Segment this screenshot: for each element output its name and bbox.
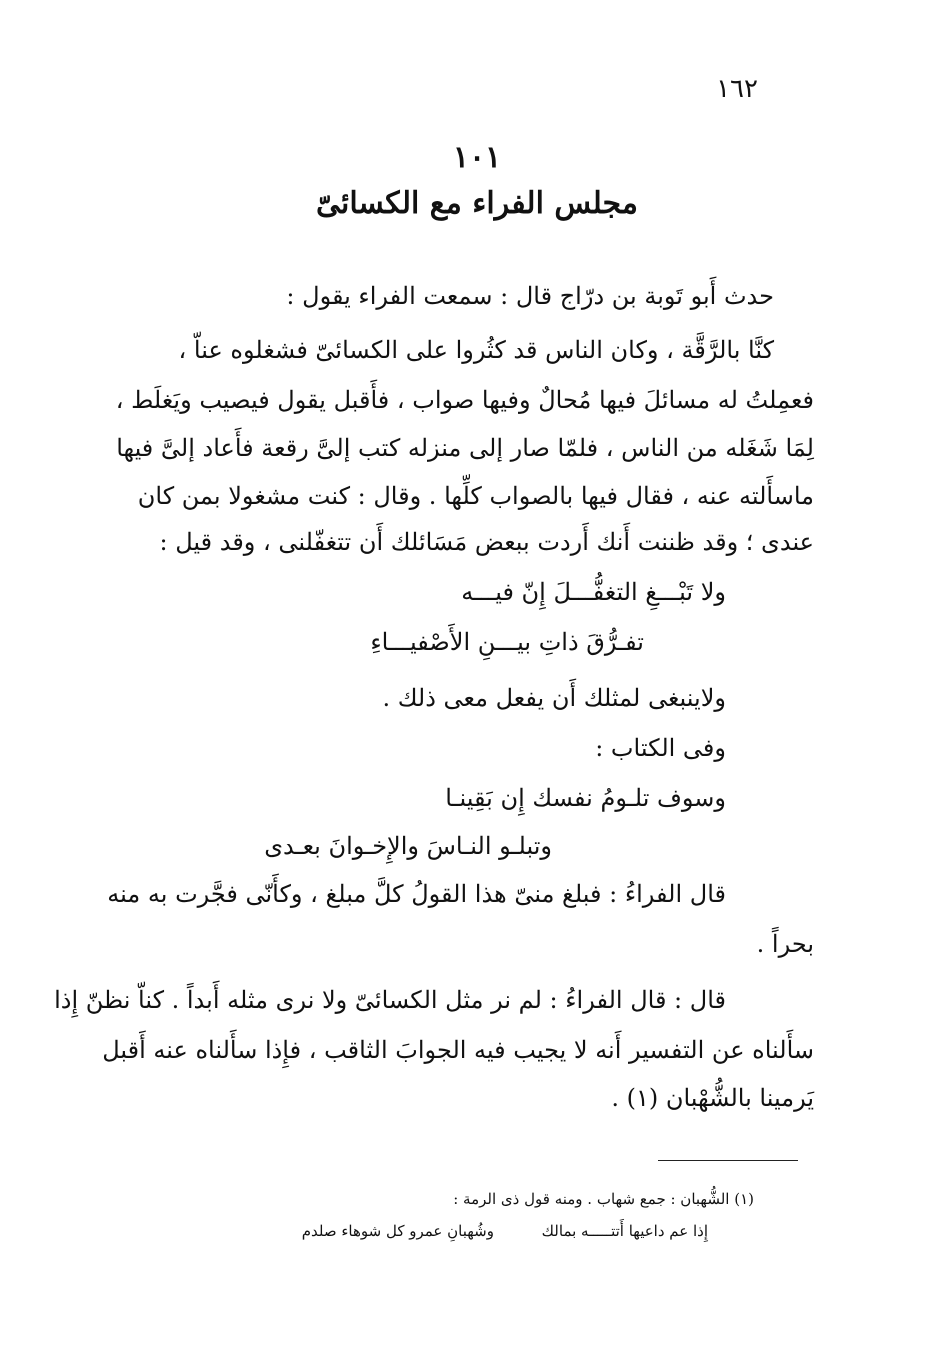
verse-2-line-1: وسوف تلـومُ نفسك إِن بَقِينـا [445, 784, 726, 812]
text-line: فعمِلتُ له مسائلَ فيها مُحالٌ وفيها صواب ، فأَقبل يقول فيصيب ويَغلَط ، [115, 386, 814, 414]
section-number: ١٠١ [452, 140, 502, 175]
verse-1-line-2: تفـرُّقَ ذاتِ بيـــنِ الأَصْفيـــاءِ [370, 628, 644, 656]
text-line: قال الفراءُ : فبلغ منىّ هذا القولُ كلَّ مبلغ ، وكأَنّى فجَّرت به منه [107, 880, 726, 908]
footnote-divider [658, 1160, 798, 1161]
text-line: حدث أَبو تَوبة بن درّاج قال : سمعت الفراء يقول : [286, 282, 774, 310]
verse-2-line-2: وتبلـو النـاسَ والإِخـوانَ بعـدى [264, 832, 552, 860]
section-title: مجلس الفراء مع الكسائىّ [316, 186, 638, 221]
text-line: بحراً . [756, 930, 814, 958]
footnote-verse-first-half: إِذا عم داعيها أَتتـــــه بمالك [541, 1222, 708, 1240]
text-line: سأَلناه عن التفسير أَنه لا يجيب فيه الجوابَ الثاقب ، فإِذا سأَلناه عنه أَقبل [102, 1036, 814, 1064]
text-line: لِمَا شَغَله من الناس ، فلمّا صار إلى منزله كتب إلىَّ رقعة فأَعاد إلىَّ فيها [116, 434, 814, 462]
text-line: وفى الكتاب : [595, 734, 726, 762]
text-line: ولاينبغى لمثلك أَن يفعل معى ذلك . [382, 684, 726, 712]
footnote-line: (١) الشُّهبان : جمع شهاب . ومنه قول ذى الرمة : [453, 1190, 754, 1208]
text-line: قال : قال الفراءُ : لم نر مثل الكسائىّ ولا نرى مثله أَبداً . كناّ نظنّ إِذا [54, 986, 726, 1014]
text-line: كنَّا بالرَّقَّة ، وكان الناس قد كثُروا على الكسائىّ فشغلوه عناّ ، [178, 336, 774, 364]
text-line: عندى ؛ وقد ظننت أَنك أَردت ببعض مَسَائلك أَن تتغفّلنى ، وقد قيل : [159, 528, 814, 556]
paragraph-1 [115, 282, 814, 612]
footnote-verse-second-half: وشُهبانِ عمرو كل شوهاء صلدم [301, 1222, 494, 1240]
verse-1-line-1: ولا تَبْـــغِ التغفُّـــلَ إِنّ فيـــه [461, 578, 726, 606]
text-line: ماسأَلته عنه ، فقال فيها بالصواب كلِّها . وقال : كنت مشغولا بمن كان [137, 482, 814, 510]
page-number: ١٦٢ [716, 74, 758, 104]
text-line: يَرمينا بالشُّهْبان (١) . [611, 1084, 814, 1112]
